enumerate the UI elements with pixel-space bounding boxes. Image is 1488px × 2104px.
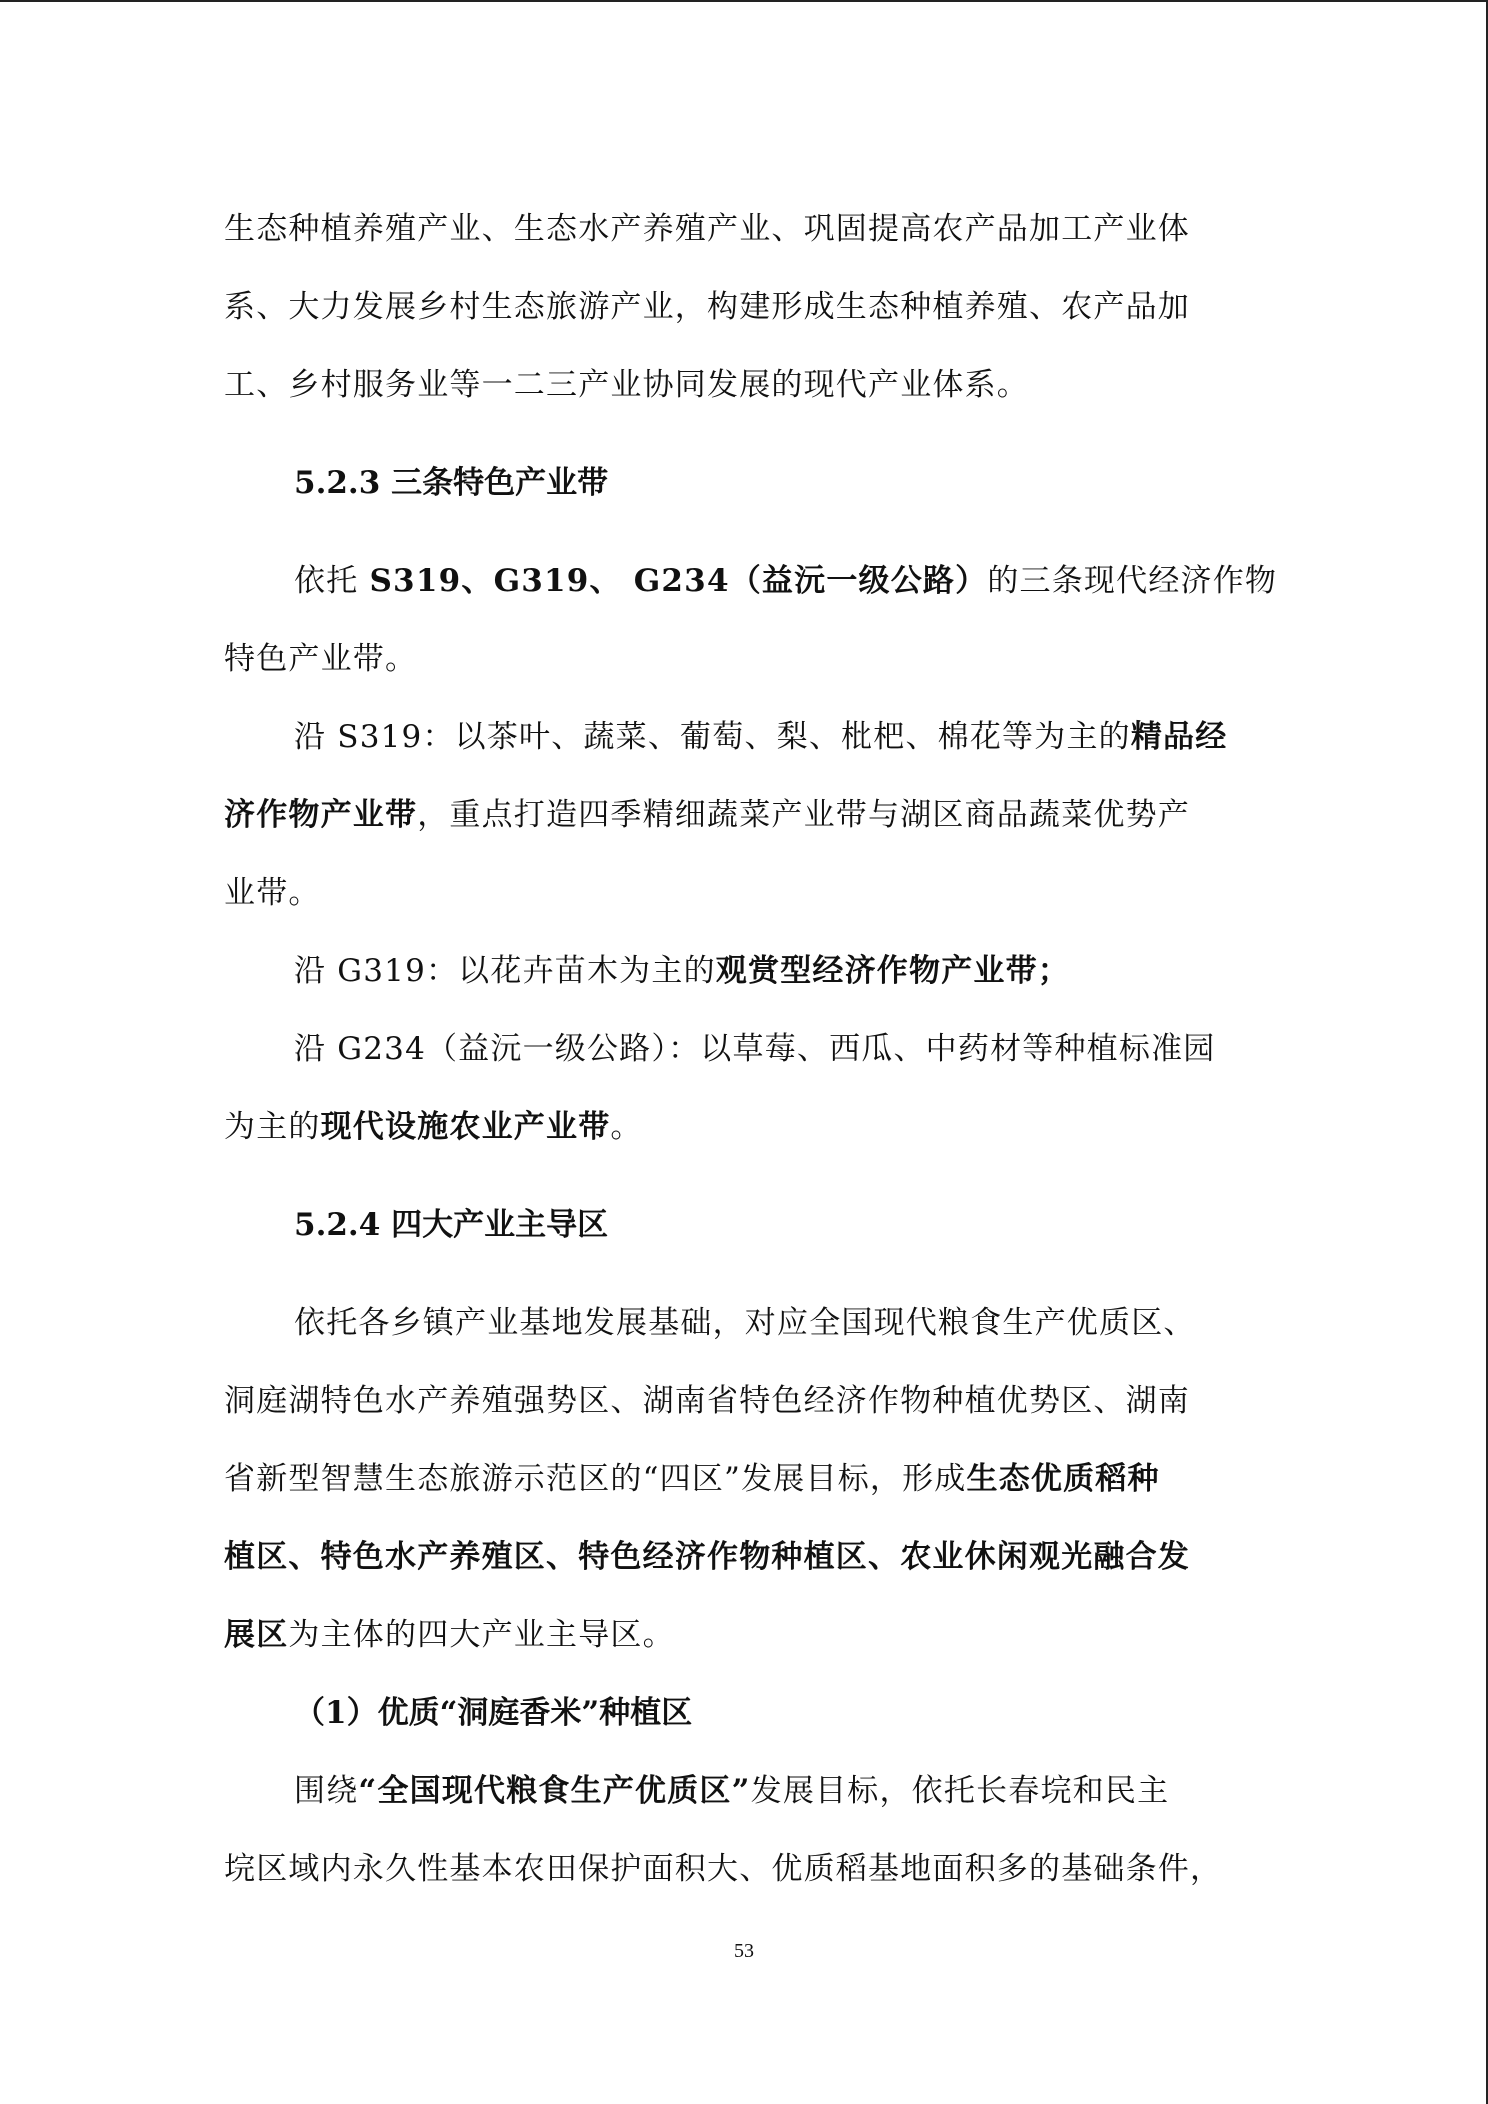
bold-text-span: 济作物产业带 — [224, 797, 418, 833]
text-span: 沿 G319：以花卉苗木为主的 — [294, 953, 716, 989]
text-span: 的三条现代经济作物 — [987, 563, 1278, 599]
paragraph-four-zones — [224, 1284, 1264, 1674]
text-span: ，重点打造四季精细蔬菜产业带与湖区商品蔬菜优势产 — [417, 797, 1191, 833]
text-line — [224, 932, 1264, 1010]
bold-text-span: 生态优质稻种 — [966, 1461, 1160, 1497]
document-body — [224, 190, 1278, 1908]
text-line: 沿 G234（益沅一级公路）：以草莓、西瓜、中药材等种植标准园 — [294, 1031, 1216, 1067]
text-line — [224, 1440, 1264, 1518]
text-line — [224, 698, 1264, 776]
section-heading-5-2-3: 5.2.3 三条特色产业带 — [294, 465, 609, 501]
text-span: 依托 — [294, 563, 370, 599]
bold-text-span: 现代设施农业产业带 — [320, 1109, 611, 1145]
text-span: 省新型智慧生态旅游示范区的“四区”发展目标，形成 — [224, 1461, 967, 1497]
paragraph-rice-zone — [224, 1752, 1264, 1908]
text-line — [224, 542, 1278, 620]
paragraph-g319 — [224, 932, 1264, 1010]
paragraph-g234 — [224, 1010, 1264, 1166]
text-span: 为主的 — [224, 1109, 321, 1145]
text-line — [224, 1088, 1264, 1166]
text-span: 为主体的四大产业主导区。 — [288, 1617, 675, 1653]
text-line: 业带。 — [224, 875, 321, 911]
bold-text-span: 展区 — [224, 1617, 289, 1653]
text-line: 系、大力发展乡村生态旅游产业，构建形成生态种植养殖、农产品加 — [224, 289, 1190, 325]
text-line: 生态种植养殖产业、生态水产养殖产业、巩固提高农产品加工产业体 — [224, 211, 1190, 247]
bold-text-span: 观赏型经济作物产业带； — [715, 953, 1070, 989]
bold-text-span: “全国现代粮食生产优质区” — [358, 1773, 751, 1809]
text-line: 特色产业带。 — [224, 641, 418, 677]
paragraph-industry-system — [224, 190, 1264, 424]
text-span: 。 — [610, 1109, 643, 1145]
bold-text-span: 精品经 — [1130, 719, 1228, 755]
subsection-heading-1: （1）优质“洞庭香米”种植区 — [294, 1695, 693, 1731]
text-line — [224, 1752, 1264, 1830]
text-line: 植区、特色水产养殖区、特色经济作物种植区、农业休闲观光融合发 — [224, 1539, 1190, 1575]
text-span: 沿 S319：以茶叶、蔬菜、葡萄、梨、枇杷、棉花等为主的 — [294, 719, 1131, 755]
text-line: 工、乡村服务业等一二三产业协同发展的现代产业体系。 — [224, 367, 1029, 403]
text-line — [224, 776, 1264, 854]
text-span: 围绕 — [294, 1773, 359, 1809]
paragraph-s319 — [224, 698, 1264, 932]
text-line: 洞庭湖特色水产养殖强势区、湖南省特色经济作物种植优势区、湖南 — [224, 1383, 1190, 1419]
page-border-top — [0, 0, 1488, 2]
text-line — [224, 1596, 1264, 1674]
paragraph-three-belts — [224, 542, 1278, 698]
section-heading-5-2-4: 5.2.4 四大产业主导区 — [294, 1207, 609, 1243]
bold-text-span: S319、G319、 G234（益沅一级公路） — [369, 563, 988, 599]
text-line: 垸区域内永久性基本农田保护面积大、优质稻基地面积多的基础条件， — [224, 1851, 1223, 1887]
text-line: 依托各乡镇产业基地发展基础，对应全国现代粮食生产优质区、 — [294, 1305, 1196, 1341]
text-span: 发展目标，依托长春垸和民主 — [750, 1773, 1170, 1809]
page-number: 53 — [734, 1940, 754, 1962]
